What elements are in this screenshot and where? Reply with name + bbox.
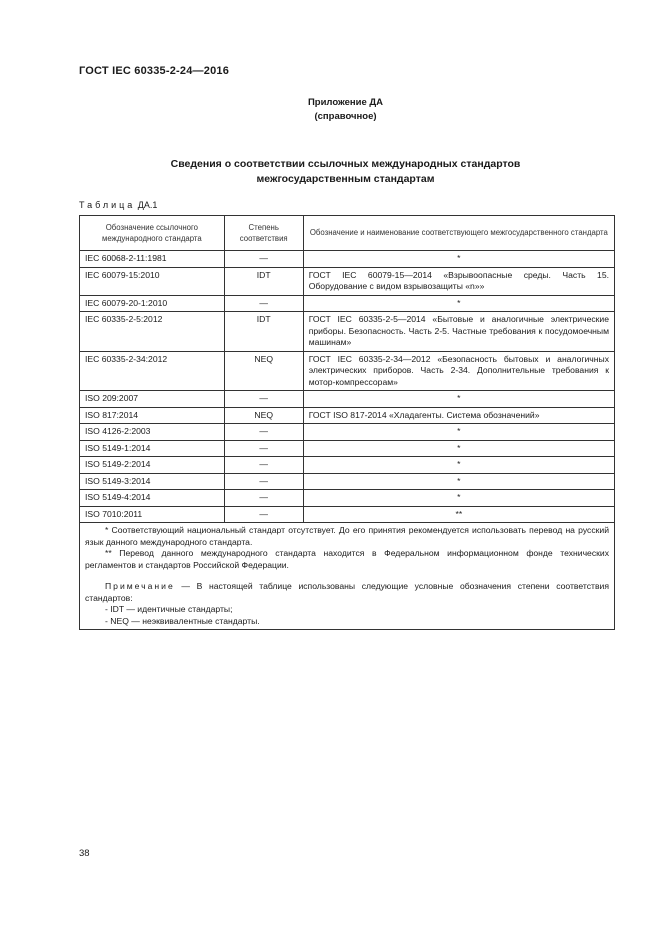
cell-reference: ISO 7010:2011 bbox=[80, 506, 225, 523]
cell-national: ГОСТ IEC 60335-2-5—2014 «Бытовые и аналогичные электрические приборы. Безопасность. Часть 2-5. Частные требования к посудомоечным машинам» bbox=[303, 312, 614, 352]
cell-degree: NEQ bbox=[224, 407, 303, 424]
cell-national: * bbox=[303, 295, 614, 312]
cell-national: ГОСТ ISO 817-2014 «Хладагенты. Система обозначений» bbox=[303, 407, 614, 424]
cell-degree: — bbox=[224, 506, 303, 523]
cell-reference: ISO 5149-3:2014 bbox=[80, 473, 225, 490]
cell-degree: — bbox=[224, 251, 303, 268]
footnote-double-asterisk: ** Перевод данного международного стандарта находится в Федеральном информационном фонде технических регламентов и стандартов Российской Федерации. bbox=[85, 548, 609, 570]
note-label: Примечание bbox=[105, 581, 175, 591]
annex-kind: (справочное) bbox=[314, 111, 377, 122]
section-title-line1: Сведения о соответствии ссылочных международных стандартов bbox=[170, 158, 521, 170]
header-national-standard: Обозначение и наименование соответствующего межгосударственного стандарта bbox=[303, 216, 614, 251]
abbreviation-idt: - IDT — идентичные стандарты; bbox=[105, 604, 233, 614]
table-row bbox=[80, 440, 615, 457]
cell-degree: — bbox=[224, 295, 303, 312]
cell-national: ** bbox=[303, 506, 614, 523]
table-row bbox=[80, 490, 615, 507]
cell-national: * bbox=[303, 251, 614, 268]
table-row bbox=[80, 312, 615, 352]
table-row bbox=[80, 351, 615, 391]
cell-national: * bbox=[303, 391, 614, 408]
table-header-row bbox=[80, 216, 615, 251]
footnote-single-asterisk: * Соответствующий национальный стандарт отсутствует. До его принятия рекомендуется использовать перевод на русский язык данного международного стандарта. bbox=[85, 525, 609, 547]
section-title-line2: межгосударственным стандартам bbox=[256, 173, 435, 185]
table-row bbox=[80, 407, 615, 424]
cell-reference: IEC 60079-20-1:2010 bbox=[80, 295, 225, 312]
correspondence-table bbox=[79, 215, 615, 630]
cell-degree: — bbox=[224, 473, 303, 490]
cell-national: ГОСТ IEC 60335-2-34—2012 «Безопасность бытовых и аналогичных электрических приборов. Часть 2-34. Дополнительные требования к мотор-компрессорам» bbox=[303, 351, 614, 391]
cell-degree: — bbox=[224, 424, 303, 441]
cell-reference: IEC 60079-15:2010 bbox=[80, 267, 225, 295]
cell-degree: NEQ bbox=[224, 351, 303, 391]
cell-national: * bbox=[303, 440, 614, 457]
table-row bbox=[80, 473, 615, 490]
cell-national: * bbox=[303, 424, 614, 441]
note-text: — В настоящей таблице использованы следующие условные обозначения степени соответствия стандартов: bbox=[85, 581, 609, 603]
cell-national: * bbox=[303, 490, 614, 507]
table-row bbox=[80, 506, 615, 523]
cell-reference: IEC 60335-2-5:2012 bbox=[80, 312, 225, 352]
section-title bbox=[0, 157, 661, 187]
cell-reference: ISO 5149-4:2014 bbox=[80, 490, 225, 507]
cell-degree: IDT bbox=[224, 312, 303, 352]
cell-degree: IDT bbox=[224, 267, 303, 295]
cell-national: * bbox=[303, 473, 614, 490]
cell-reference: ISO 4126-2:2003 bbox=[80, 424, 225, 441]
table-row bbox=[80, 457, 615, 474]
table-row bbox=[80, 267, 615, 295]
cell-reference: IEC 60335-2-34:2012 bbox=[80, 351, 225, 391]
document-code-header: ГОСТ IEC 60335-2-24—2016 bbox=[79, 65, 230, 77]
table-notes-row bbox=[80, 523, 615, 630]
table-note bbox=[85, 581, 609, 604]
table-row bbox=[80, 295, 615, 312]
page-number: 38 bbox=[79, 848, 90, 859]
abbreviation-neq: - NEQ — неэквивалентные стандарты. bbox=[105, 615, 260, 626]
table-caption-number: ДА.1 bbox=[135, 200, 158, 210]
cell-national: * bbox=[303, 457, 614, 474]
header-reference-standard: Обозначение ссылочного международного стандарта bbox=[80, 216, 225, 251]
table-row bbox=[80, 424, 615, 441]
cell-reference: ISO 817:2014 bbox=[80, 407, 225, 424]
cell-degree: — bbox=[224, 490, 303, 507]
table-row bbox=[80, 391, 615, 408]
cell-reference: ISO 5149-1:2014 bbox=[80, 440, 225, 457]
annex-heading bbox=[0, 96, 661, 124]
header-degree: Степень соответствия bbox=[224, 216, 303, 251]
cell-reference: IEC 60068-2-11:1981 bbox=[80, 251, 225, 268]
cell-national: ГОСТ IEC 60079-15—2014 «Взрывоопасные среды. Часть 15. Оборудование с видом взрывозащиты «n»» bbox=[303, 267, 614, 295]
table-caption bbox=[79, 200, 157, 210]
cell-degree: — bbox=[224, 440, 303, 457]
table-notes-cell bbox=[80, 523, 615, 630]
cell-degree: — bbox=[224, 457, 303, 474]
annex-label: Приложение ДА bbox=[307, 97, 384, 108]
cell-reference: ISO 209:2007 bbox=[80, 391, 225, 408]
cell-degree: — bbox=[224, 391, 303, 408]
table-caption-label: Таблица bbox=[79, 200, 136, 210]
cell-reference: ISO 5149-2:2014 bbox=[80, 457, 225, 474]
table-row bbox=[80, 251, 615, 268]
